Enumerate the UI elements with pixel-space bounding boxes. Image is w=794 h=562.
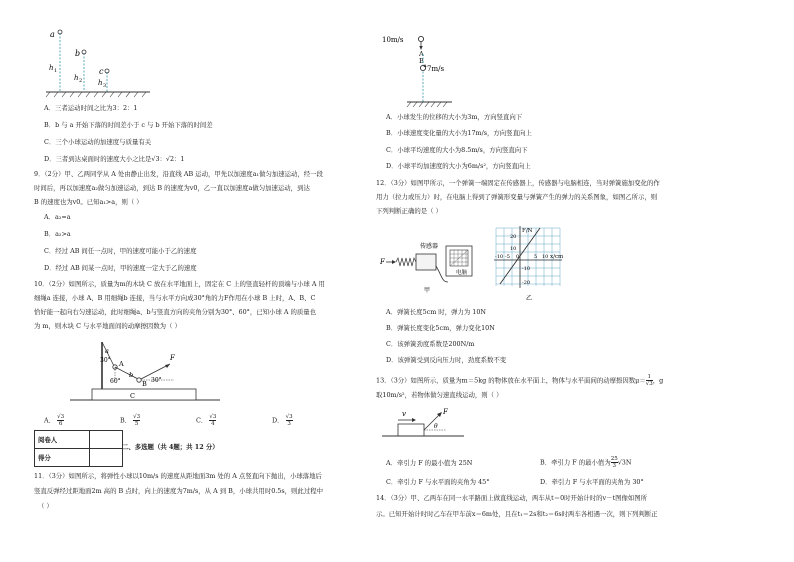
label-b: b (75, 49, 81, 58)
score-table (34, 430, 123, 467)
three-balls-figure (44, 28, 154, 100)
q13-stem-text: 13．（3分）如图所示，质量为m＝5kg 的物体放在水平面上，物体与水平面间的动摩擦因数μ＝ (376, 376, 646, 385)
q13-option-d: D．牵引力 F 与水平面的夹角为 30° (540, 478, 644, 486)
q12-option-a: A．弹簧长度5cm 时，弹力为 10N (386, 308, 487, 316)
section-2-heading: 二、多选题（共 4题；共 12 分） (122, 443, 219, 451)
q9-stem-line3: B 的速度也为v0。已知a₁>a，则（ ） (34, 198, 143, 206)
y-tick-20: 20 (510, 234, 517, 240)
q12-stem-line1: 12．（3分）如图甲所示，一个弹簧一端固定在传感器上，传感器与电脑相连，当对弹簧施加变化的作 (376, 179, 660, 187)
block-pull-figure (380, 404, 470, 450)
q11-option-a: A．小球发生的位移的大小为3m，方向竖直向下 (386, 113, 523, 121)
label-ball-A: A (119, 360, 124, 368)
label-h1: h (49, 64, 54, 72)
q13-option-b-num: 25 (610, 456, 618, 462)
q10-option-a-den: 6 (58, 421, 63, 427)
q10-option-b-label: B． (120, 416, 132, 425)
x-tick-10: 10 (542, 254, 549, 260)
q10-stem-line1: 10．（2分）如图所示，质量为m的木块 C 放在水平地面上，固定在 C 上的竖直轻杆的顶端与小球 A 用 (34, 280, 325, 288)
q13-option-b (540, 456, 631, 469)
x-tick-origin: 0 (516, 254, 520, 260)
score-label: 得分 (35, 449, 90, 467)
q13-mu-den: √3 (645, 381, 653, 387)
label-sensor: 传感器 (420, 243, 439, 250)
q12-option-b: B．弹簧长度变化5cm，弹力变化10N (386, 324, 495, 332)
caption-yi: 乙 (526, 295, 533, 302)
q10-option-a-num: √3 (57, 414, 65, 420)
y-tick-neg10: -10 (522, 266, 531, 272)
label-force-F-13: F (443, 408, 448, 416)
q13-stem-line2: 取10m/s²，若物体做匀速直线运动，则（ ） (376, 391, 503, 399)
label-a: a (50, 30, 55, 39)
q11-stem-line1: 11．（3分）如图所示，将弹性小球以10m/s 的速度从距地面3m 处的 A 点竖直向下抛出，小球落地后 (34, 472, 322, 480)
label-velocity-7: 7m/s (427, 65, 445, 73)
axis-label-extension: x/cm (550, 254, 564, 260)
label-velocity-10: 10m/s (382, 36, 404, 44)
q14-stem-line2: 示。已知开始计时时乙车在甲车前x＝6m处，且在t₁＝2s和t₂＝6s时两车各相遇一次，则下列判断正 (376, 510, 658, 518)
q10-option-a (44, 414, 64, 427)
x-tick-neg5: -5 (505, 254, 510, 260)
q10-option-b-den: 5 (134, 421, 139, 427)
q10-option-c-den: 4 (211, 421, 215, 427)
q8-option-a: A．三者运动时间之比为3：2：1 (44, 104, 138, 112)
q11-stem-line3: （ ） (38, 502, 53, 510)
q13-option-b-pre: B．牵引力 F 的最小值为 (540, 458, 611, 467)
label-force-F: F (170, 354, 175, 362)
label-computer: 电脑 (456, 270, 468, 276)
q9-stem-line1: 9．（2分）甲、乙两同学从 A 处由静止出发，沿直线 AB 运动，甲先以加速度a₁做匀加速运动，经一段 (34, 170, 323, 178)
q12-stem-line2: 用力（拉力或压力）时，在电脑上得到了弹簧形变量与弹簧产生的弹力的关系图象，如图乙所示，则 (376, 193, 658, 201)
axis-label-force: F/N (522, 228, 533, 234)
q10-option-d-num: √3 (285, 414, 293, 420)
caption-jia: 甲 (424, 287, 431, 294)
label-h3: h (98, 79, 103, 87)
q13-mu-num: 1 (647, 374, 651, 380)
q11-option-b: B．小球速度变化量的大小为17m/s，方向竖直向上 (386, 129, 532, 137)
q12-option-d: D．该弹簧受到反向压力时，劲度系数不变 (386, 356, 507, 364)
force-extension-graph (492, 224, 568, 304)
label-h2: h (74, 74, 79, 82)
score-cell[interactable] (90, 449, 123, 467)
label-theta: θ (434, 423, 438, 430)
angle-30-upper: 30° (100, 357, 111, 364)
q10-option-d-den: 3 (287, 421, 291, 427)
bounce-ball-figure (382, 30, 472, 110)
label-point-A: A (419, 50, 424, 58)
q10-option-d-label: D． (272, 416, 284, 425)
label-ball-B: B (142, 380, 147, 388)
q14-stem-line1: 14．（3分）甲、乙两车在同一水平路面上做直线运动，两车从t＝0时开始计时的v－t图像如图所 (376, 494, 648, 502)
q10-option-c (196, 414, 216, 427)
q10-option-d (272, 414, 293, 427)
q9-option-a: A．a₂=a (44, 213, 71, 221)
q8-option-c: C．三个小球运动的加速度与质量有关 (44, 138, 152, 146)
label-point-B: B (419, 57, 424, 65)
label-block-C: C (130, 392, 135, 400)
q9-stem-line2: 时间后，再以加速度a₂做匀加速运动，到达 B 的速度为v0，乙一直以加速度a做匀加速运动，到达 (34, 184, 310, 192)
grader-label: 阅卷人 (35, 431, 90, 449)
label-h1-sub: 1 (54, 68, 58, 74)
angle-60: 60° (110, 378, 121, 385)
label-rope-b: b (129, 371, 134, 379)
q12-option-c: C．该弹簧劲度系数是200N/m (386, 340, 475, 348)
q8-option-b: B．b 与 a 开始下落的时间差小于 c 与 b 开始下落的时间差 (44, 121, 213, 129)
q10-option-c-label: C． (196, 416, 208, 425)
q11-option-d: D．小球平均加速度的大小为6m/s²，方向竖直向上 (386, 162, 531, 170)
pole-balls-figure (70, 336, 230, 408)
q10-stem-line4: 为 m，则木块 C 与水平地面间的动摩擦因数为（ ） (34, 322, 181, 330)
x-tick-5: 5 (534, 254, 538, 260)
spring-sensor-figure (380, 236, 484, 294)
q12-stem-line3: 下列判断正确的是（ ） (376, 207, 442, 215)
x-tick-neg10: -10 (495, 254, 504, 260)
label-c: c (99, 67, 104, 76)
q10-option-b (120, 414, 140, 427)
grader-cell[interactable] (90, 431, 123, 449)
q9-option-b: B．a₂>a (44, 230, 71, 238)
label-h2-sub: 2 (79, 78, 83, 84)
q10-option-a-label: A． (44, 416, 56, 425)
q10-stem-line2: 细绳a 连接，小球 A、B 用细绳b 连接，当与水平方向成30°角的力F作用在小球 B 上时，A、B、C (34, 294, 316, 302)
q8-option-d: D．三者到达桌面时的速度大小之比是√3：√2：1 (44, 155, 185, 163)
y-tick-neg20: -20 (522, 280, 531, 286)
q13-stem-line1 (376, 374, 663, 387)
q9-option-c: C．经过 AB 间任一点时，甲的速度可能小于乙的速度 (44, 247, 197, 255)
q13-stem-g: ，g (652, 376, 664, 385)
q13-option-b-post: √3N (617, 458, 632, 467)
label-h3-sub: 3 (103, 83, 107, 89)
q9-option-d: D．经过 AB 间某一点时，甲的速度一定大于乙的速度 (44, 264, 197, 272)
q10-option-c-num: √3 (209, 414, 217, 420)
q11-option-c: C．小球平均速度的大小为8.5m/s，方向竖直向下 (386, 146, 528, 154)
q13-option-b-den: 3 (612, 463, 616, 469)
q10-option-b-num: √3 (133, 414, 141, 420)
label-force-F-jia: F (380, 258, 385, 266)
y-tick-10: 10 (510, 246, 517, 252)
q10-stem-line3: 恰好能一起向右匀速运动，此时细绳a、b与竖直方向的夹角分别为30°、60°，已知小球 A 的质量也 (34, 308, 317, 316)
label-velocity-v: v (402, 410, 406, 418)
q11-stem-line2: 竖直反弹经过距地面2m 高的 B 点时，向上的速度为7m/s，从 A 到 B，小球共用时0.5s，则此过程中 (34, 487, 323, 495)
q13-option-a: A．牵引力 F 的最小值为 25N (386, 459, 473, 467)
angle-30-lower: 30° (151, 377, 162, 384)
label-rope-a: a (105, 347, 109, 355)
q13-option-c: C．牵引力 F 与水平面的夹角为 45° (386, 478, 490, 486)
